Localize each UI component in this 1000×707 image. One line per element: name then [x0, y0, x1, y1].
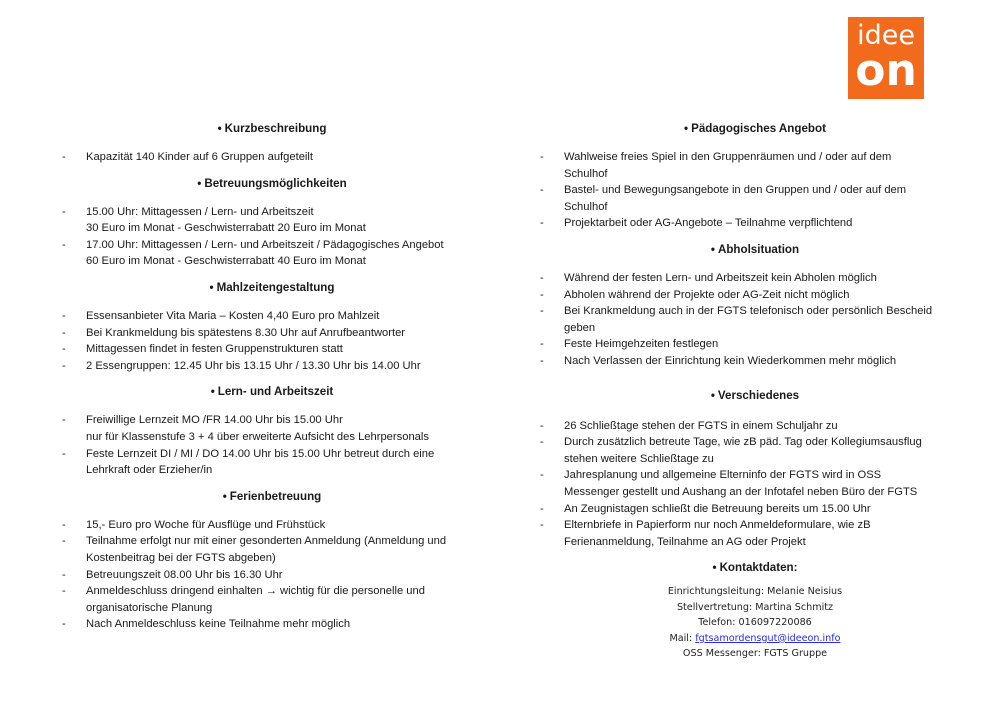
heading-lernzeit: • Lern- und Arbeitszeit [210, 385, 334, 399]
list-item: - 17.00 Uhr: Mittagessen / Lern- und Arbeitszeit / Pädagogisches Angebot 60 Euro im Monat - Geschwisterrabatt 40 Euro im Monat [62, 237, 482, 270]
list-item: - 15.00 Uhr: Mittagessen / Lern- und Arbeitszeit 30 Euro im Monat - Geschwisterrabatt 20 Euro im Monat [62, 204, 482, 237]
right-column [540, 121, 970, 662]
list-betreuung [62, 204, 482, 270]
list-item: - Mittagessen findet in festen Gruppenstrukturen statt [62, 341, 482, 358]
heading-paedagogisch: • Pädagogisches Angebot [684, 122, 826, 135]
list-item: - Anmeldeschluss dringend einhalten → wichtig für die personelle und organisatorische Planung [62, 583, 482, 616]
list-item: - Betreuungszeit 08.00 Uhr bis 16.30 Uhr [62, 567, 482, 584]
list-paedagogisch [540, 149, 970, 232]
list-ferien [62, 517, 482, 633]
list-item: - Kapazität 140 Kinder auf 6 Gruppen aufgeteilt [62, 149, 482, 166]
contact-telefon: Telefon: 016097220086 [698, 617, 812, 629]
list-mahlzeiten [62, 308, 482, 374]
list-item: - 15,- Euro pro Woche für Ausflüge und Frühstück [62, 517, 482, 534]
left-column [62, 121, 482, 633]
list-lernzeit [62, 412, 482, 478]
list-item: - 26 Schließtage stehen der FGTS in einem Schuljahr zu [540, 418, 970, 435]
heading-abholsituation: • Abholsituation [710, 242, 800, 256]
list-item: - Freiwillige Lernzeit MO /FR 14.00 Uhr bis 15.00 Uhr nur für Klassenstufe 3 + 4 über erweiterte Aufsicht des Lehrpersonals [62, 412, 482, 445]
list-item: - 2 Essengruppen: 12.45 Uhr bis 13.15 Uhr / 13.30 Uhr bis 14.00 Uhr [62, 358, 482, 375]
list-item: - Abholen während der Projekte oder AG-Zeit nicht möglich [540, 287, 970, 304]
contact-messenger: OSS Messenger: FGTS Gruppe [682, 648, 828, 660]
contact-leitung: Einrichtungsleitung: Melanie Neisius [667, 586, 843, 598]
list-item: - An Zeugnistagen schließt die Betreuung bereits um 15.00 Uhr [540, 501, 970, 518]
logo-line2: on [855, 45, 917, 96]
list-verschiedenes [540, 418, 970, 551]
list-abholsituation [540, 270, 970, 370]
list-item: - Bei Krankmeldung bis spätestens 8.30 Uhr auf Anrufbeantworter [62, 325, 482, 342]
list-item: - Essensanbieter Vita Maria – Kosten 4,40 Euro pro Mahlzeit [62, 308, 482, 325]
list-item: - Bei Krankmeldung auch in der FGTS telefonisch oder persönlich Bescheid geben [540, 303, 970, 336]
email-link[interactable]: fgtsamordensgut@ideeon.info [695, 632, 841, 644]
list-item: - Während der festen Lern- und Arbeitszeit kein Abholen möglich [540, 270, 970, 287]
list-item: - Durch zusätzlich betreute Tage, wie zB päd. Tag oder Kollegiumsausflug stehen weitere Schließtage zu [540, 434, 970, 467]
heading-kontakt: • Kontaktdaten: [712, 561, 798, 575]
heading-mahlzeiten: • Mahlzeitengestaltung [209, 280, 335, 294]
list-kurzbeschreibung [62, 149, 482, 166]
list-item: - Elternbriefe in Papierform nur noch Anmeldeformulare, wie zB Ferienanmeldung, Teilnahme an AG oder Projekt [540, 517, 970, 550]
contact-mail: Mail: fgtsamordensgut@ideeon.info [669, 632, 841, 644]
list-item: - Nach Verlassen der Einrichtung kein Wiederkommen mehr möglich [540, 353, 970, 370]
heading-verschiedenes: • Verschiedenes [710, 388, 800, 402]
heading-betreuung: • Betreuungsmöglichkeiten [197, 176, 347, 190]
logo-line1: idee [857, 20, 915, 51]
ideeon-logo [848, 17, 924, 99]
contact-vertretung: Stellvertretung: Martina Schmitz [676, 601, 834, 613]
list-item: - Feste Heimgehzeiten festlegen [540, 336, 970, 353]
list-item: - Projektarbeit oder AG-Angebote – Teilnahme verpflichtend [540, 215, 970, 232]
list-item: - Bastel- und Bewegungsangebote in den Gruppen und / oder auf dem Schulhof [540, 182, 970, 215]
list-item: - Teilnahme erfolgt nur mit einer gesonderten Anmeldung (Anmeldung und Kostenbeitrag bei der FGTS abgeben) [62, 533, 482, 566]
list-item: - Feste Lernzeit DI / MI / DO 14.00 Uhr bis 15.00 Uhr betreut durch eine Lehrkraft oder Erzieher/in [62, 446, 482, 479]
list-item: - Jahresplanung und allgemeine Elterninfo der FGTS wird in OSS Messenger gestellt und Aushang an der Infotafel neben Büro der FGTS [540, 467, 970, 500]
list-item: - Nach Anmeldeschluss keine Teilnahme mehr möglich [62, 616, 482, 633]
contact-block [540, 584, 970, 662]
heading-ferien: • Ferienbetreuung [222, 489, 322, 503]
list-item: - Wahlweise freies Spiel in den Gruppenräumen und / oder auf dem Schulhof [540, 149, 970, 182]
heading-kurzbeschreibung: • Kurzbeschreibung [217, 122, 327, 135]
